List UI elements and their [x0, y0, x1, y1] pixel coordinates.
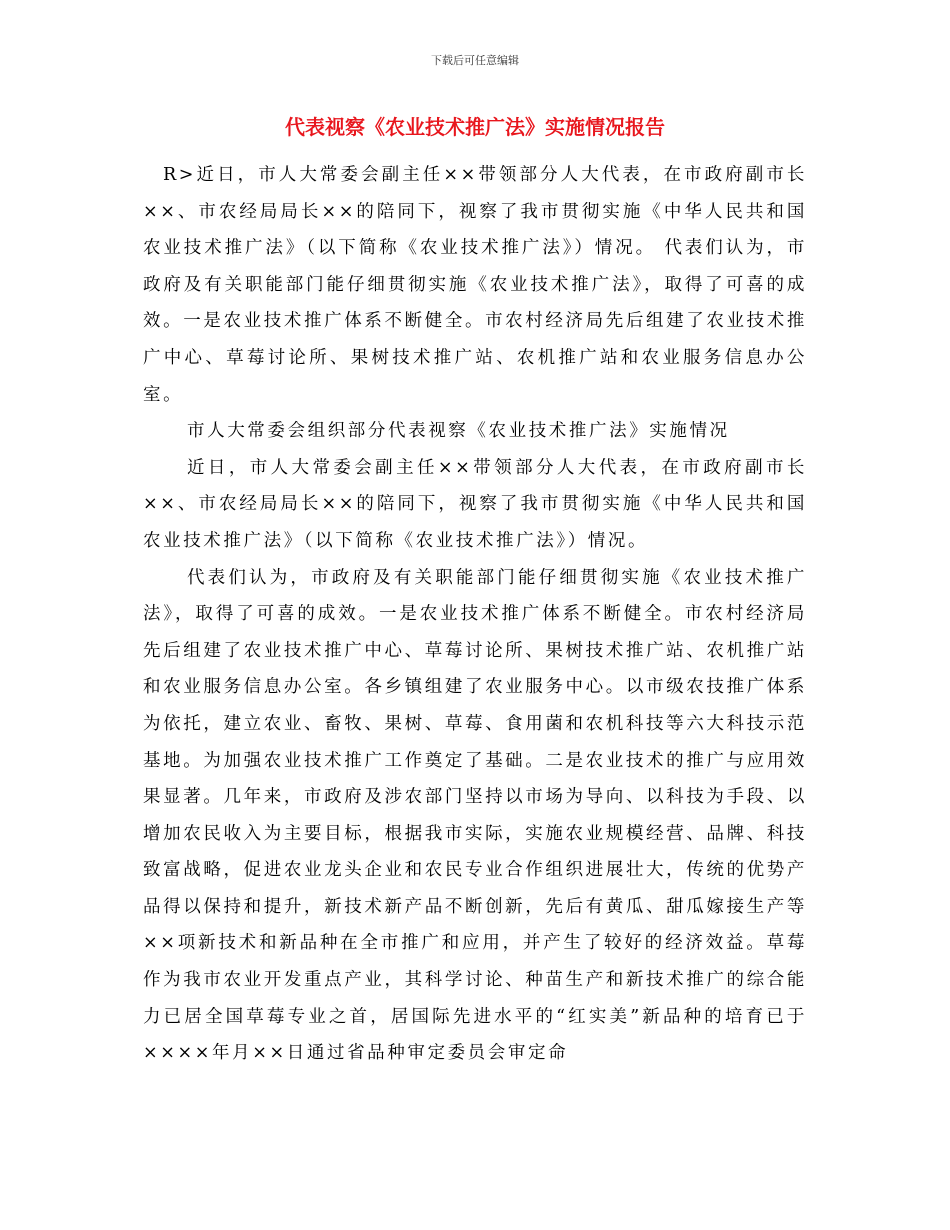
- document-body: [143, 157, 807, 1072]
- paragraph-findings: 代表们认为，市政府及有关职能部门能仔细贯彻实施《农业技术推广法》，取得了可喜的成效。一是农业技术推广体系不断健全。市农村经济局先后组建了农业技术推广中心、草莓讨论所、果树技术推广站、农机推广站和农业服务信息办公室。各乡镇组建了农业服务中心。以市级农技推广体系为依托，建立农业、畜牧、果树、草莓、食用菌和农机科技等六大科技示范基地。为加强农业技术推广工作奠定了基础。二是农业技术的推广与应用效果显著。几年来，市政府及涉农部门坚持以市场为导向、以科技为手段、以增加农民收入为主要目标，根据我市实际，实施农业规模经营、品牌、科技致富战略，促进农业龙头企业和农民专业合作组织进展壮大，传统的优势产品得以保持和提升，新技术新产品不断创新，先后有黄瓜、甜瓜嫁接生产等××项新技术和新品种在全市推广和应用，并产生了较好的经济效益。草莓作为我市农业开发重点产业，其科学讨论、种苗生产和新技术推广的综合能力已居全国草莓专业之首，居国际先进水平的“红实美”新品种的培育已于××××年月××日通过省品种审定委员会审定命: [143, 567, 807, 1064]
- paragraph-intro: R>近日，市人大常委会副主任××带领部分人大代表，在市政府副市长××、市农经局局长××的陪同下，视察了我市贯彻实施《中华人民共和国农业技术推广法》（以下简称《农业技术推广法》）情况。 代表们认为，市政府及有关职能部门能仔细贯彻实施《农业技术推广法》，取得了可喜的成效。一是农业技术推广体系不断健全。市农村经济局先后组建了农业技术推广中心、草莓讨论所、果树技术推广站、农机推广站和农业服务信息办公室。: [143, 165, 807, 405]
- paragraph-visit: 近日，市人大常委会副主任××带领部分人大代表，在市政府副市长××、市农经局局长××的陪同下，视察了我市贯彻实施《中华人民共和国农业技术推广法》（以下简称《农业技术推广法》）情况。: [143, 457, 807, 551]
- paragraph-subtitle: 市人大常委会组织部分代表视察《农业技术推广法》实施情况: [187, 421, 730, 442]
- document-title: 代表视察《农业技术推广法》实施情况报告: [285, 115, 665, 139]
- page-header-note: 下载后可任意编辑: [431, 54, 519, 67]
